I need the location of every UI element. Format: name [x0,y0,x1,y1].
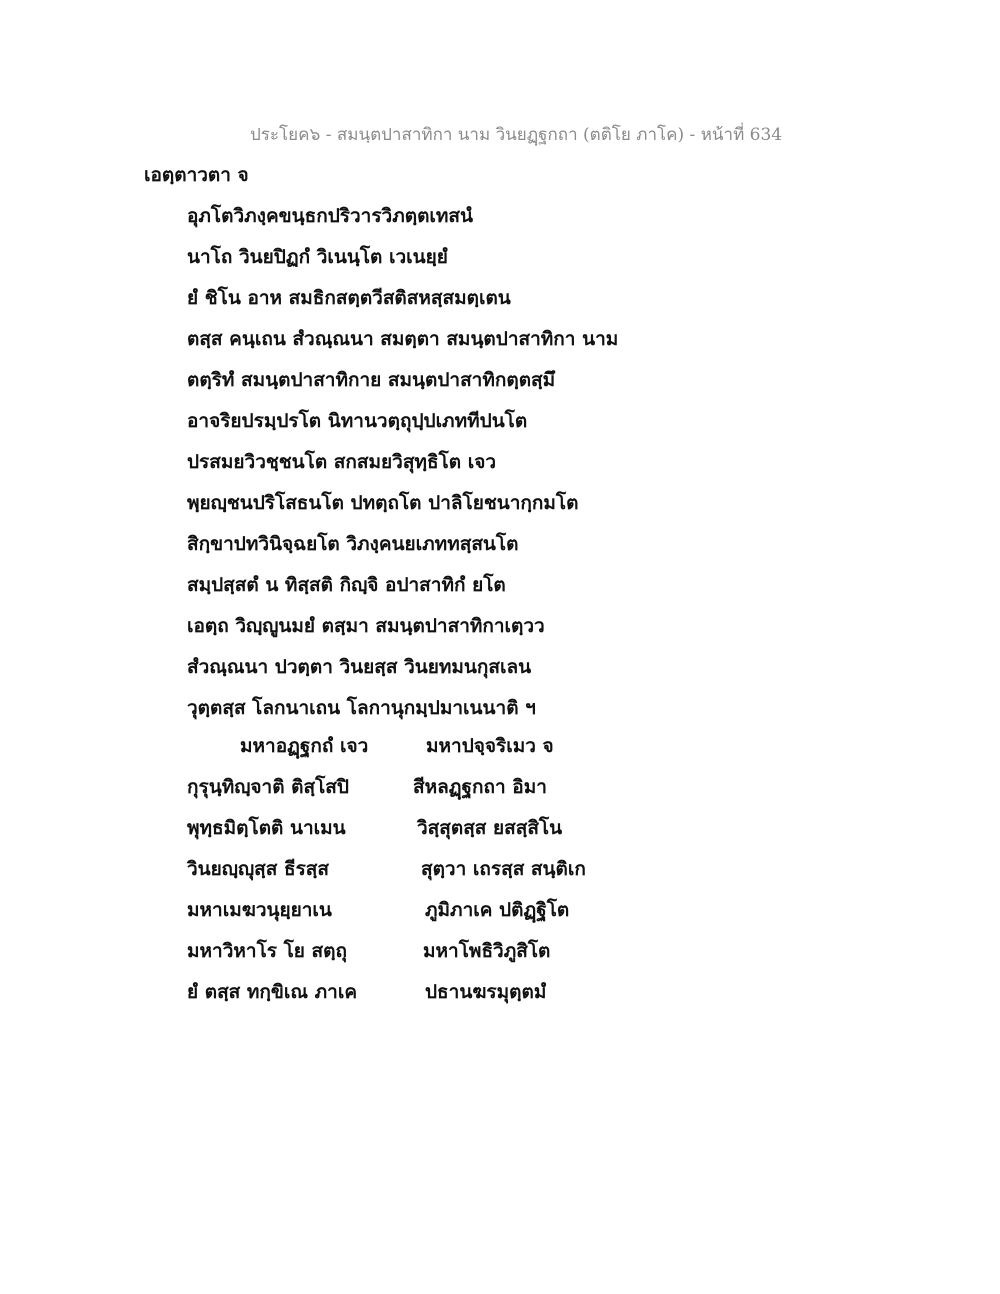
verse-line: เอตฺถ วิญฺญูนมยํ ตสฺมา สมนฺตปาสาทิกาเตฺวว [187,615,545,637]
verse-pair [187,814,607,855]
verse-pair [187,896,607,937]
verse-pair-second: สุตฺวา เถรสฺส สนฺติเก [421,858,586,880]
verse-line: สิกฺขาปทวินิจฺฉยโต วิภงฺคนยเภททสฺสนโต [187,533,519,555]
verse-pair [187,855,607,896]
verse-pair-first: พุทฺธมิตฺโตติ นาเมน [187,817,346,839]
verse-line: ปรสมยวิวชฺชนโต สกสมยวิสุทฺธิโต เจว [187,451,496,473]
verse-block [187,202,618,735]
verse-pair-first: กุรุนฺทิญฺจาติ ติสฺโสปิ [187,776,349,798]
page-header: ประโยค๖ - สมนฺตปาสาทิกา นาม วินยฏฺฐกถา (ตติโย ภาโค) - หน้าที่ 634 [250,125,783,145]
verse-line: ตตฺริทํ สมนฺตปาสาทิกาย สมนฺตปาสาทิกตฺตสฺมึ [187,369,556,391]
verse-pair [187,937,607,978]
verse-line: อุภโตวิภงฺคขนฺธกปริวารวิภตฺตเทสนํ [187,205,474,227]
verse-line: นาโถ วินยปิฏกํ วิเนนฺโต เวเนยฺยํ [187,246,448,268]
verse-pair-second: มหาโพธิวิภูสิโต [423,940,551,962]
verse-pair-second: มหาปจฺจริเมว จ [426,735,554,757]
verse-pair-first: วินยญฺญุสฺส ธีรสฺส [187,858,329,880]
verse-line: พฺยญฺชนปริโสธนโต ปทตฺถโต ปาลิโยชนากฺกมโต [187,492,579,514]
verse-line: วุตฺตสฺส โลกนาเถน โลกานุกมฺปมาเนนาติ ฯ [187,697,536,719]
verse-pair-second: ปธานฆรมุตฺตมํ [425,981,547,1003]
verse-pair-first: มหาวิหาโร โย สตฺถุ [187,940,347,962]
verse-pair-first: ยํ ตสฺส ทกฺขิเณ ภาเค [187,981,358,1003]
verse-pair-second: วิสฺสุตสฺส ยสสฺสิโน [417,817,563,839]
verse-pair-second: สีหลฏฺฐกถา อิมา [413,776,547,798]
verse-pairs [187,732,607,1019]
verse-line: ยํ ชิโน อาห สมธิกสตฺตวีสติสหสฺสมตฺเตน [187,287,511,309]
verse-pair [187,732,607,773]
verse-pair [187,773,607,814]
verse-pair-second: ภูมิภาเค ปติฏฺฐิโต [425,899,570,921]
verse-line: อาจริยปรมฺปรโต นิทานวตฺถุปฺปเภททีปนโต [187,410,528,432]
verse-pair-first: มหาเมฆวนุยฺยาเน [187,899,332,921]
intro-line: เอตฺตาวตา จ [144,164,249,186]
verse-pair-first: มหาอฏฺฐกถํ เจว [240,735,369,757]
verse-line: สมฺปสฺสตํ น ทิสฺสติ กิญฺจิ อปาสาทิกํ ยโต [187,574,506,596]
verse-line: ตสฺส คนฺเถน สํวณฺณนา สมตฺตา สมนฺตปาสาทิกา นาม [187,328,619,350]
verse-pair [187,978,607,1019]
verse-line: สํวณฺณนา ปวตฺตา วินยสฺส วินยทมนกุสเลน [187,656,532,678]
